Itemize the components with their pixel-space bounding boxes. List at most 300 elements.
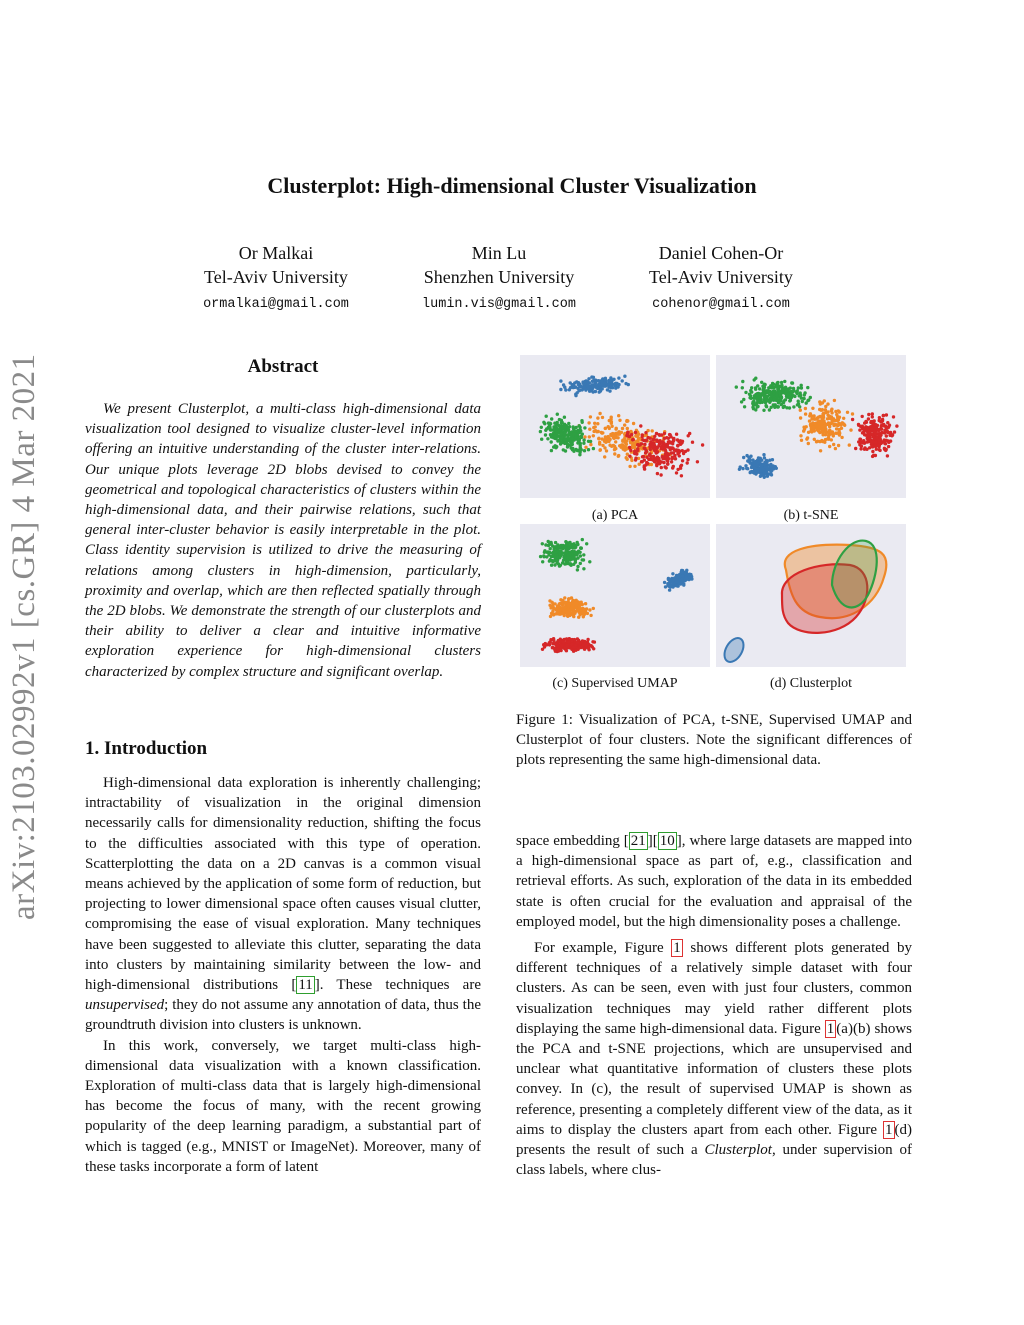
tsne-point-blue [742, 456, 745, 459]
pca-point-orange [608, 427, 611, 430]
pca-point-red [679, 467, 682, 470]
umap-point-red [581, 639, 584, 642]
pca-point-orange [589, 415, 592, 418]
pca-point-red [667, 457, 670, 460]
pca-point-green [546, 437, 549, 440]
umap-point-green [548, 551, 551, 554]
umap-point-green [568, 541, 571, 544]
pca-point-orange [604, 435, 607, 438]
umap-point-orange [570, 596, 573, 599]
pca-point-red [670, 460, 673, 463]
pca-point-red [668, 433, 671, 436]
umap-point-orange [584, 602, 587, 605]
tsne-point-green [789, 399, 792, 402]
umap-point-orange [549, 615, 552, 618]
tsne-point-blue [763, 456, 766, 459]
umap-point-green [557, 562, 560, 565]
pca-point-blue [591, 380, 594, 383]
umap-point-red [583, 642, 586, 645]
pca-point-orange [626, 427, 629, 430]
tsne-point-red [851, 418, 854, 421]
pca-point-orange [621, 427, 624, 430]
tsne-point-orange [826, 410, 829, 413]
umap-point-green [547, 540, 550, 543]
tsne-point-blue [764, 471, 767, 474]
tsne-point-orange [799, 409, 802, 412]
abstract-body [85, 399, 481, 682]
pca-point-orange [629, 441, 632, 444]
umap-point-red [551, 642, 554, 645]
pca-point-blue [581, 380, 584, 383]
pca-point-green [554, 444, 557, 447]
umap-point-orange [584, 608, 587, 611]
tsne-point-blue [774, 465, 777, 468]
author-name: Min Lu [471, 243, 527, 263]
intro-paragraph-4: For example, Figure 1 shows different plots generated by different techniques of a relatively simple dataset with four clusters. As can be seen, even with just four clusters, common visualization techniques may yield rather different plots displaying the same high-dimensional data. Figure 1 (a)(b) shows the PCA and t-SNE projections, which are unsupervised and unclear what quantitative information of clusters these plots convey. In (c), the result of supervised UMAP is shown as reference, presenting a completely different view of the data, as it aims to display the clusters apart from each other. Figure 1 (d) presents the result of such a Clusterplot, under supervision of class labels, where clus- [516, 940, 913, 1179]
tsne-point-red [858, 428, 861, 431]
pca-point-red [656, 472, 659, 475]
tsne-point-green [768, 408, 771, 411]
pca-point-blue [559, 388, 562, 391]
pca-point-green [550, 417, 553, 420]
tsne-point-orange [835, 413, 838, 416]
pca-point-orange [623, 440, 626, 443]
arxiv-stamp: arXiv:2103.02992v1 [cs.GR] 4 Mar 2021 [6, 353, 42, 920]
pca-point-orange [598, 449, 601, 452]
umap-point-green [577, 550, 580, 553]
umap-point-green [553, 563, 556, 566]
tsne-point-blue [765, 460, 768, 463]
tsne-point-orange [807, 431, 810, 434]
umap-point-orange [580, 601, 583, 604]
tsne-point-green [749, 397, 752, 400]
tsne-point-blue [753, 466, 756, 469]
tsne-point-orange [838, 430, 841, 433]
tsne-point-red [869, 421, 872, 424]
tsne-point-orange [826, 431, 829, 434]
umap-point-orange [569, 609, 572, 612]
tsne-point-red [857, 423, 860, 426]
tsne-point-red [886, 454, 889, 457]
tsne-point-orange [807, 442, 810, 445]
tsne-point-blue [739, 465, 742, 468]
author-email[interactable]: lumin.vis@gmail.com [422, 297, 576, 312]
tsne-point-orange [838, 410, 841, 413]
tsne-point-red [871, 415, 874, 418]
tsne-point-blue [747, 456, 750, 459]
tsne-point-blue [746, 467, 749, 470]
tsne-point-green [755, 402, 758, 405]
tsne-point-red [875, 437, 878, 440]
tsne-point-red [885, 426, 888, 429]
pca-point-green [544, 433, 547, 436]
author-2 [379, 241, 619, 317]
pca-point-red [666, 462, 669, 465]
umap-point-red [570, 639, 573, 642]
figure-link[interactable]: 1 [885, 1121, 893, 1138]
tsne-point-red [868, 436, 871, 439]
pca-point-orange [634, 434, 637, 437]
tsne-point-green [802, 397, 805, 400]
pca-point-blue [578, 388, 581, 391]
pca-point-orange [588, 428, 591, 431]
tsne-point-orange [819, 402, 822, 405]
pca-point-orange [596, 422, 599, 425]
pca-point-green [581, 432, 584, 435]
tsne-point-green [758, 392, 761, 395]
tsne-point-orange [826, 414, 829, 417]
tsne-point-blue [760, 464, 763, 467]
pca-point-green [564, 431, 567, 434]
pca-point-green [583, 426, 586, 429]
tsne-point-orange [828, 445, 831, 448]
tsne-point-orange [804, 407, 807, 410]
intro-paragraph-1: High-dimensional data exploration is inherently challenging; intractability of visualization in the original dimension necessarily calls for dimensionality reduction, shifting the focus to the difficulties associated with this type of operation. Scatterplotting the data on a 2D canvas is a common visual means achieved by the application of some form of reduction, but projecting to lower dimensional space often causes visual clutter, compromising the ease of visual exploration. Many techniques have been suggested to alleviate this clutter, separating the data into clusters by maintaining similarity between the low- and high-dimensional distributions [ 11 ]. These techniques are unsupervised; they do not assume any annotation of data, thus the groundtruth division into clusters is unknown. [85, 775, 481, 1034]
tsne-point-blue [769, 465, 772, 468]
tsne-point-green [764, 389, 767, 392]
pca-point-red [637, 443, 640, 446]
tsne-point-red [880, 424, 883, 427]
pca-point-red [663, 465, 666, 468]
tsne-point-red [878, 433, 881, 436]
pca-point-red [701, 443, 704, 446]
pca-point-red [656, 446, 659, 449]
umap-point-green [569, 557, 572, 560]
tsne-point-orange [813, 417, 816, 420]
umap-point-orange [558, 609, 561, 612]
umap-point-green [562, 559, 565, 562]
tsne-point-red [889, 439, 892, 442]
pca-point-orange [622, 447, 625, 450]
tsne-point-blue [765, 466, 768, 469]
umap-point-green [582, 553, 585, 556]
pca-point-green [545, 415, 548, 418]
tsne-point-orange [821, 427, 824, 430]
umap-point-green [551, 544, 554, 547]
pca-point-blue [627, 383, 630, 386]
umap-point-orange [548, 599, 551, 602]
pca-point-red [643, 467, 646, 470]
tsne-point-red [885, 439, 888, 442]
tsne-point-green [741, 380, 744, 383]
pca-point-orange [633, 465, 636, 468]
pca-point-green [553, 434, 556, 437]
pca-point-blue [587, 377, 590, 380]
umap-point-green [553, 556, 556, 559]
pca-point-orange [632, 422, 635, 425]
umap-point-red [565, 649, 568, 652]
tsne-point-red [874, 423, 877, 426]
intro-heading: 1. Introduction [85, 738, 208, 759]
tsne-point-green [806, 399, 809, 402]
pca-point-red [672, 438, 675, 441]
pca-point-green [582, 438, 585, 441]
umap-point-red [551, 646, 554, 649]
umap-point-green [552, 559, 555, 562]
tsne-point-red [871, 435, 874, 438]
author-affiliation: Tel-Aviv University [649, 267, 793, 287]
tsne-point-green [796, 389, 799, 392]
pca-point-red [642, 455, 645, 458]
pca-point-green [570, 437, 573, 440]
tsne-point-orange [812, 414, 815, 417]
umap-point-green [556, 546, 559, 549]
pca-point-red [649, 440, 652, 443]
umap-point-orange [577, 609, 580, 612]
pca-point-orange [592, 434, 595, 437]
tsne-point-orange [823, 425, 826, 428]
umap-point-orange [548, 604, 551, 607]
author-name: Or Malkai [238, 243, 314, 263]
umap-point-blue [678, 582, 681, 585]
pca-point-orange [598, 441, 601, 444]
umap-point-green [572, 557, 575, 560]
pca-point-green [564, 438, 567, 441]
tsne-point-red [882, 414, 885, 417]
pca-point-red [658, 443, 661, 446]
pca-point-orange [609, 433, 612, 436]
tsne-point-green [790, 381, 793, 384]
pca-point-blue [623, 375, 626, 378]
tsne-point-orange [823, 441, 826, 444]
author-name: Daniel Cohen-Or [658, 243, 784, 263]
pca-point-red [662, 441, 665, 444]
pca-point-red [669, 441, 672, 444]
pca-point-blue [611, 386, 614, 389]
intro-paragraph-2: In this work, conversely, we target multi-class high-dimensional data visualization with a known classification. Exploration of multi-class data that is largely high-dimensional has become the focus of many, with the recent growing popularity of the deep learning paradigm, a substantial part of which is tagged (e.g., MNIST or ImageNet). Moreover, many of these tasks incorporate a form of latent [85, 1037, 481, 1175]
tsne-point-green [775, 394, 778, 397]
figure-link[interactable]: 1 [826, 1020, 835, 1037]
author-email[interactable]: ormalkai@gmail.com [203, 297, 349, 312]
pca-point-green [578, 424, 581, 427]
tsne-point-blue [768, 472, 771, 475]
citation-link[interactable]: 21 [630, 833, 646, 849]
tsne-point-blue [758, 460, 761, 463]
umap-point-blue [663, 581, 666, 584]
umap-point-orange [562, 612, 565, 615]
tsne-point-orange [809, 412, 812, 415]
pca-point-orange [587, 421, 590, 424]
citation-link[interactable]: 11 [298, 977, 313, 994]
umap-point-red [565, 644, 568, 647]
umap-point-green [581, 558, 584, 561]
umap-point-red [542, 643, 545, 646]
umap-point-green [549, 547, 552, 550]
umap-point-green [569, 562, 572, 565]
pca-point-orange [604, 427, 607, 430]
pca-point-red [641, 438, 644, 441]
umap-point-green [543, 549, 546, 552]
pca-point-red [651, 458, 654, 461]
umap-point-orange [561, 602, 564, 605]
pca-point-green [543, 422, 546, 425]
tsne-point-red [878, 443, 881, 446]
pca-point-red [676, 438, 679, 441]
citation-link[interactable]: 10 [659, 833, 675, 849]
umap-point-green [541, 560, 544, 563]
umap-point-green [568, 553, 571, 556]
pca-point-orange [614, 427, 617, 430]
tsne-point-green [754, 388, 757, 391]
pca-point-blue [606, 388, 609, 391]
tsne-point-orange [823, 399, 826, 402]
tsne-point-orange [848, 443, 851, 446]
umap-point-blue [675, 580, 678, 583]
pca-point-red [681, 459, 684, 462]
pca-point-red [653, 435, 656, 438]
pca-point-orange [584, 446, 587, 449]
pca-point-green [569, 446, 572, 449]
pca-point-orange [593, 422, 596, 425]
umap-point-blue [666, 584, 669, 587]
tsne-point-green [757, 396, 760, 399]
tsne-point-red [874, 430, 877, 433]
pca-point-orange [613, 452, 616, 455]
tsne-point-red [885, 413, 888, 416]
umap-point-green [574, 552, 577, 555]
pca-point-blue [604, 377, 607, 380]
pca-point-green [576, 441, 579, 444]
tsne-point-red [880, 428, 883, 431]
umap-point-blue [684, 578, 687, 581]
pca-point-red [675, 449, 678, 452]
umap-point-red [548, 641, 551, 644]
pca-point-green [583, 449, 586, 452]
tsne-point-red [888, 424, 891, 427]
tsne-point-red [892, 415, 895, 418]
tsne-point-orange [832, 443, 835, 446]
pca-point-green [539, 430, 542, 433]
pca-point-red [655, 463, 658, 466]
pca-point-orange [610, 420, 613, 423]
pca-point-red [682, 452, 685, 455]
tsne-point-red [858, 438, 861, 441]
pca-point-green [550, 449, 553, 452]
pca-point-green [576, 429, 579, 432]
pca-point-green [574, 436, 577, 439]
pca-point-green [579, 444, 582, 447]
umap-point-orange [561, 607, 564, 610]
tsne-point-orange [830, 408, 833, 411]
umap-point-orange [552, 613, 555, 616]
pca-point-red [629, 449, 632, 452]
pca-point-red [643, 464, 646, 467]
figure-link[interactable]: 1 [673, 940, 681, 957]
pca-point-orange [601, 416, 604, 419]
tsne-point-green [788, 395, 791, 398]
tsne-point-red [891, 433, 894, 436]
pca-point-red [646, 462, 649, 465]
pca-point-orange [595, 430, 598, 433]
tsne-point-green [766, 395, 769, 398]
pca-point-red [670, 457, 673, 460]
tsne-point-orange [805, 437, 808, 440]
pca-point-orange [589, 443, 592, 446]
tsne-point-orange [820, 409, 823, 412]
tsne-point-orange [820, 416, 823, 419]
pca-point-red [639, 424, 642, 427]
pca-point-green [571, 443, 574, 446]
pca-point-red [628, 455, 631, 458]
pca-point-red [644, 431, 647, 434]
pca-point-green [547, 421, 550, 424]
tsne-point-green [798, 405, 801, 408]
umap-point-orange [568, 602, 571, 605]
umap-point-red [562, 640, 565, 643]
pca-point-red [661, 457, 664, 460]
umap-point-red [560, 644, 563, 647]
pca-point-blue [606, 383, 609, 386]
pca-point-red [628, 446, 631, 449]
author-email[interactable]: cohenor@gmail.com [652, 297, 790, 312]
tsne-point-orange [821, 433, 824, 436]
tsne-point-red [871, 445, 874, 448]
tsne-point-red [885, 434, 888, 437]
pca-point-red [649, 455, 652, 458]
tsne-point-green [741, 386, 744, 389]
tsne-point-red [854, 447, 857, 450]
pca-point-red [656, 458, 659, 461]
tsne-point-orange [842, 417, 845, 420]
pca-point-red [656, 450, 659, 453]
tsne-point-green [750, 386, 753, 389]
tsne-point-green [758, 387, 761, 390]
pca-point-orange [603, 446, 606, 449]
tsne-point-green [756, 384, 759, 387]
pca-point-red [651, 445, 654, 448]
tsne-point-red [863, 433, 866, 436]
umap-point-orange [582, 613, 585, 616]
umap-point-red [567, 641, 570, 644]
tsne-point-red [867, 430, 870, 433]
pca-point-blue [615, 382, 618, 385]
pca-point-orange [614, 440, 617, 443]
umap-point-blue [668, 588, 671, 591]
umap-point-red [576, 641, 579, 644]
pca-point-blue [600, 380, 603, 383]
umap-point-green [541, 542, 544, 545]
pca-point-green [566, 443, 569, 446]
pca-point-green [580, 419, 583, 422]
umap-point-red [570, 643, 573, 646]
tsne-point-orange [819, 419, 822, 422]
tsne-point-green [800, 384, 803, 387]
pca-point-blue [609, 376, 612, 379]
umap-point-green [588, 560, 591, 563]
intro-left-column [85, 773, 481, 1177]
umap-point-orange [589, 614, 592, 617]
pca-point-red [686, 448, 689, 451]
pca-point-orange [651, 429, 654, 432]
umap-point-green [576, 565, 579, 568]
umap-point-green [554, 551, 557, 554]
umap-point-orange [564, 609, 567, 612]
tsne-point-green [779, 393, 782, 396]
tsne-point-orange [805, 425, 808, 428]
tsne-point-orange [830, 421, 833, 424]
pca-point-red [660, 466, 663, 469]
tsne-point-red [885, 448, 888, 451]
pca-point-blue [597, 379, 600, 382]
pca-point-green [580, 436, 583, 439]
umap-point-orange [592, 607, 595, 610]
pca-point-red [663, 432, 666, 435]
pca-point-green [570, 433, 573, 436]
pca-point-orange [626, 458, 629, 461]
tsne-point-red [870, 427, 873, 430]
pca-point-red [686, 461, 689, 464]
author-affiliation: Tel-Aviv University [204, 267, 348, 287]
